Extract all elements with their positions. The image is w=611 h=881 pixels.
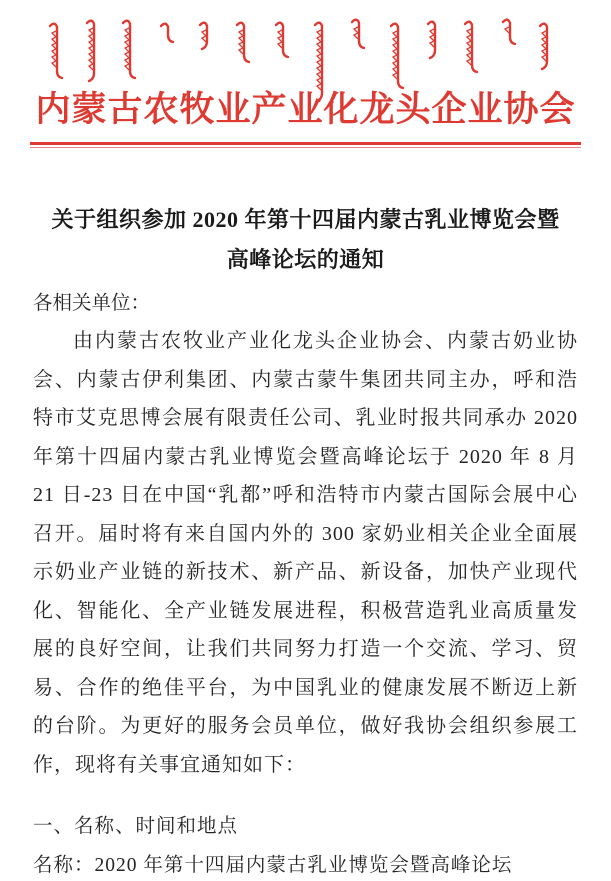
salutation: 各相关单位： <box>33 293 151 314</box>
notice-title <box>33 200 578 280</box>
mongolian-script-banner <box>33 12 578 116</box>
org-name: 内蒙古农牧业产业化龙头企业协会 <box>35 90 576 129</box>
notice-body <box>0 200 611 881</box>
notice-title-line-1: 关于组织参加 2020 年第十四届内蒙古乳业博览会暨 <box>51 207 560 232</box>
notice-title-line-2: 高峰论坛的通知 <box>226 247 385 272</box>
letterhead-divider <box>30 142 581 148</box>
divider-thick-rule <box>30 142 581 145</box>
notice-paragraph: 由内蒙古农牧业产业化龙头企业协会、内蒙古奶业协会、内蒙古伊利集团、内蒙古蒙牛集团共同主办，呼和浩特市艾克思博会展有限责任公司、乳业时报共同承办 2020 年第十四届内蒙古乳业博览会暨高峰论坛于 2020 年 8 月 21 日-23 日在中国“乳都”呼和浩特市内蒙古国际会展中心召开。届时将有来自国内外的 300 家奶业相关企业全面展示奶业产业链的新技术、新产品、新设备，加快产业现代化、智能化、全产业链发展进程，积极营造乳业高质量发展的良好空间，让我们共同努力打造一个交流、学习、贸易、合作的绝佳平台，为中国乳业的健康发展不断迈上新的台阶。为更好的服务会员单位，做好我协会组织参展工作，现将有关事宜通知如下： <box>33 330 578 776</box>
divider-thin-rule <box>30 147 581 148</box>
section-1-heading: 一、名称、时间和地点 <box>33 816 239 837</box>
letterhead <box>0 0 611 160</box>
section-1-name-line: 名称：2020 年第十四届内蒙古乳业博览会暨高峰论坛 <box>33 854 513 876</box>
